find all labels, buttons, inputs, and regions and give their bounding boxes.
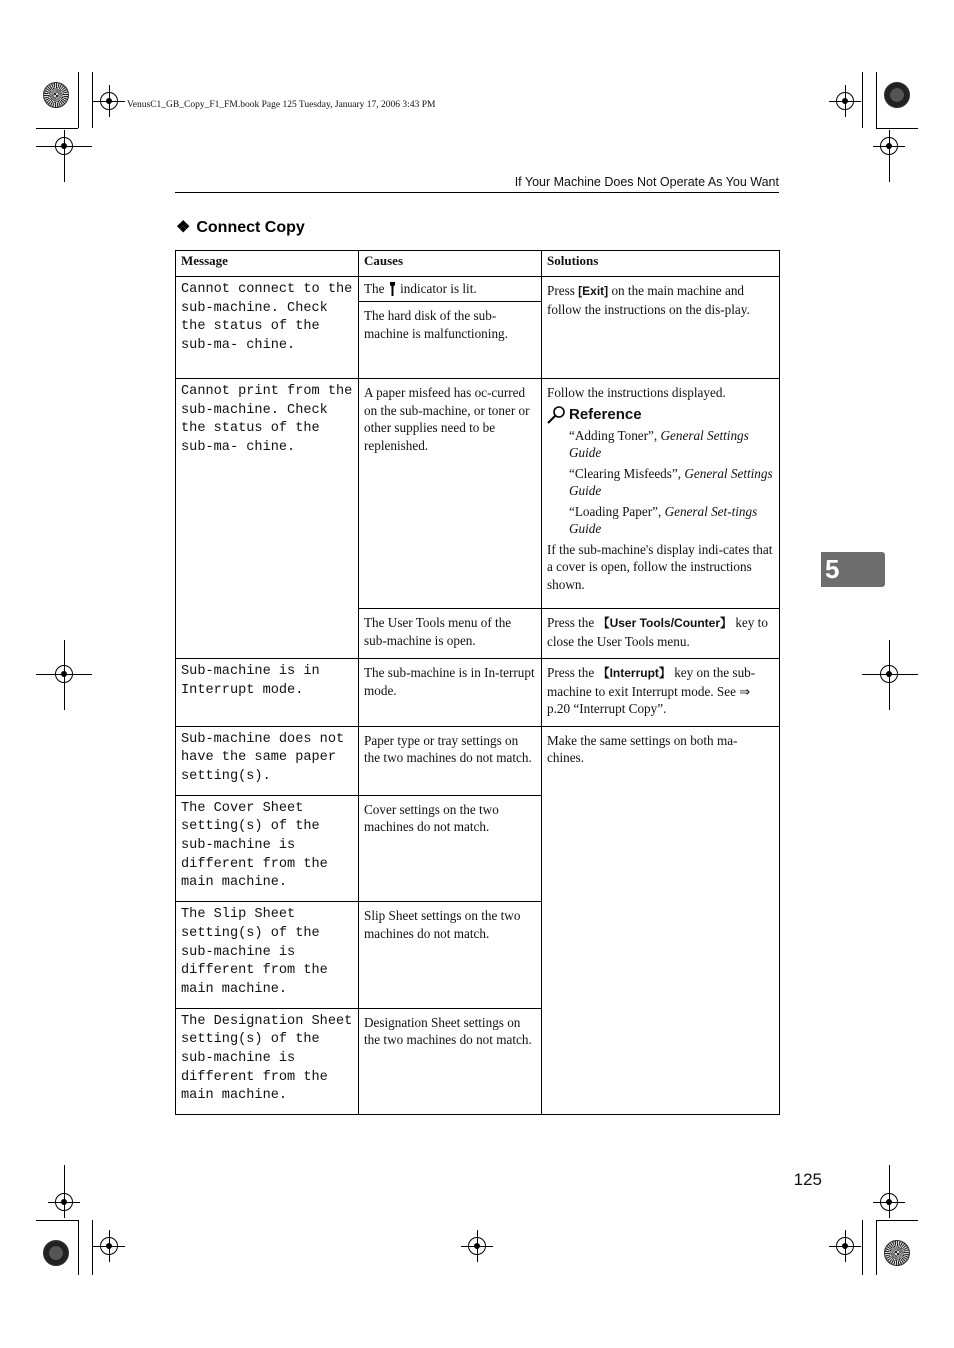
connect-copy-table (175, 250, 780, 1115)
solution-cell: Follow the instructions displayed. Reference “Adding Toner”, General Settings Guide “Clearing Misfeeds”, General Settings Guide “Loading Paper”, General Set-tings Guide If the sub-machine's display indi-cates that a cover is open, follow the instructions shown. (542, 379, 780, 609)
exit-key-label: [Exit] (578, 284, 609, 298)
registration-target-icon (43, 1240, 69, 1266)
diamond-bullet-icon: ❖ (176, 219, 191, 236)
wrench-indicator-icon (388, 282, 397, 297)
solution-cell: Press the 【Interrupt】 key on the sub-machine to exit Interrupt mode. See ⇒ p.20 “Interrupt Copy”. (542, 659, 780, 727)
cause-cell: The hard disk of the sub-machine is malfunctioning. (359, 302, 542, 379)
chapter-tab: 5 (821, 552, 885, 587)
crosshair-mark-icon (836, 1237, 854, 1255)
cause-cell: Cover settings on the two machines do not match. (359, 795, 542, 902)
message-cell: Cannot connect to the sub-machine. Check the status of the sub-ma- chine. (176, 277, 359, 379)
cause-cell: Designation Sheet settings on the two machines do not match. (359, 1008, 542, 1115)
registration-target-icon (43, 82, 69, 108)
cause-cell: Slip Sheet settings on the two machines do not match. (359, 902, 542, 1009)
section-title (176, 217, 305, 237)
section-title-text: Connect Copy (196, 219, 305, 236)
reference-item: “Loading Paper”, General Set-tings Guide (569, 503, 758, 536)
reference-item: “Adding Toner”, General Settings Guide (569, 427, 749, 460)
running-head: If Your Machine Does Not Operate As You Want (514, 175, 779, 189)
header-rule (175, 192, 779, 193)
crosshair-mark-icon (836, 92, 854, 110)
message-cell: Sub-machine does not have the same paper setting(s). (176, 726, 359, 795)
table-header-row (176, 251, 780, 277)
column-header-causes: Causes (359, 251, 542, 277)
table-row (176, 277, 780, 302)
message-cell: The Designation Sheet setting(s) of the sub-machine is different from the main machine. (176, 1008, 359, 1115)
user-tools-counter-key-label: 【User Tools/Counter】 (597, 616, 733, 630)
registration-target-icon (884, 1240, 910, 1266)
crosshair-mark-icon (468, 1237, 486, 1255)
table-row (176, 379, 780, 609)
column-header-solutions: Solutions (542, 251, 780, 277)
file-info-slug: VenusC1_GB_Copy_F1_FM.book Page 125 Tuesday, January 17, 2006 3:43 PM (127, 100, 436, 110)
crosshair-mark-icon (100, 92, 118, 110)
magnifier-reference-icon (547, 406, 567, 424)
message-cell: Cannot print from the sub-machine. Check the status of the sub-ma- chine. (176, 379, 359, 659)
solution-cell: Make the same settings on both ma-chines. (542, 726, 780, 1115)
cause-cell: A paper misfeed has oc-curred on the sub-machine, or toner or other supplies need to be replenished. (359, 379, 542, 609)
interrupt-key-label: 【Interrupt】 (597, 666, 671, 680)
column-header-message: Message (176, 251, 359, 277)
registration-target-icon (884, 82, 910, 108)
message-cell: The Slip Sheet setting(s) of the sub-machine is different from the main machine. (176, 902, 359, 1009)
page-number: 125 (793, 1170, 822, 1189)
table-row (176, 659, 780, 727)
message-cell: The Cover Sheet setting(s) of the sub-machine is different from the main machine. (176, 795, 359, 902)
message-cell: Sub-machine is in Interrupt mode. (176, 659, 359, 727)
cause-cell: The indicator is lit. (359, 277, 542, 302)
reference-item: “Clearing Misfeeds”, General Settings Guide (569, 465, 773, 498)
table-row (176, 726, 780, 795)
crosshair-mark-icon (100, 1237, 118, 1255)
cause-cell: Paper type or tray settings on the two machines do not match. (359, 726, 542, 795)
solution-cell: Press [Exit] on the main machine and follow the instructions on the dis-play. (542, 277, 780, 379)
solution-cell: Press the 【User Tools/Counter】 key to close the User Tools menu. (542, 609, 780, 659)
cause-cell: The User Tools menu of the sub-machine is open. (359, 609, 542, 659)
cause-cell: The sub-machine is in In-terrupt mode. (359, 659, 542, 727)
reference-heading: Reference (547, 406, 774, 424)
